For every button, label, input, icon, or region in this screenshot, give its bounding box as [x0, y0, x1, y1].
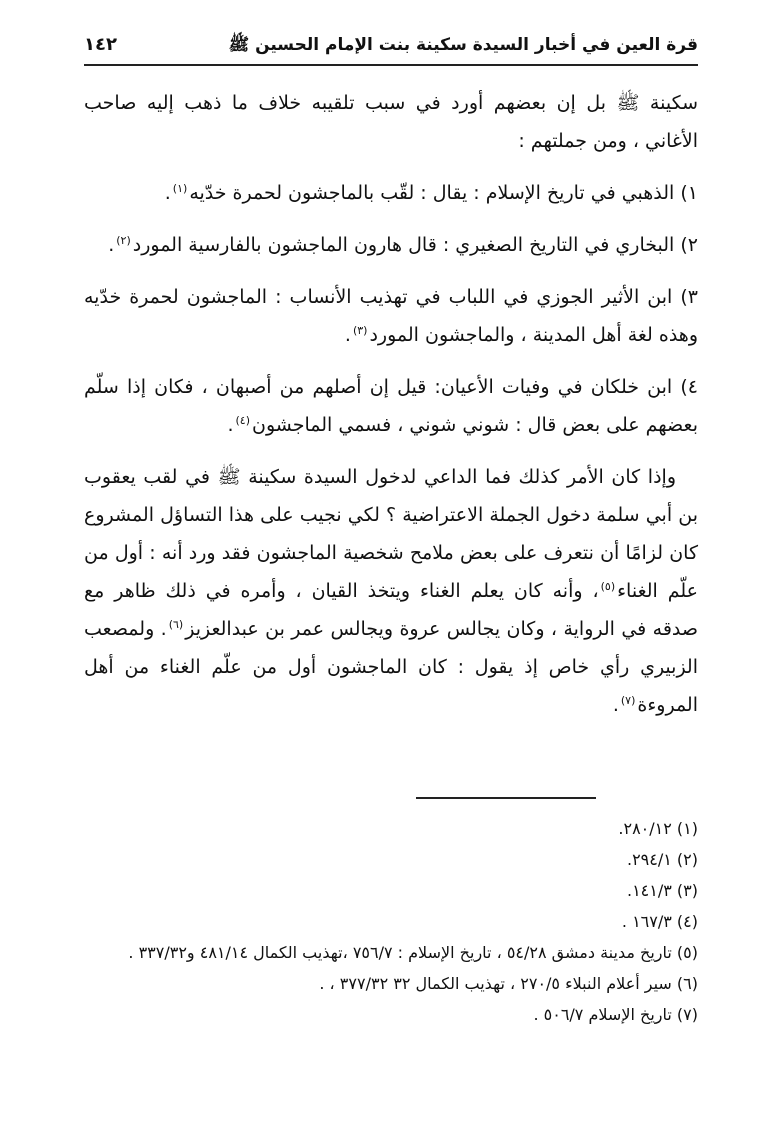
discussion-paragraph [84, 458, 698, 724]
footnote: (٦) سير أعلام النبلاء ٢٧٠/٥ ، تهذيب الكمال ٣٢ ٣٧٧/٣٢ ، . [319, 974, 698, 993]
list-item-4-end: . [227, 414, 234, 436]
footnote: (٤) ١٦٧/٣ . [621, 912, 698, 931]
intro-paragraph: سكينة ﷺ بل إن بعضهم أورد في سبب تلقيبه خلاف ما ذهب إليه صاحب الأغاني ، ومن جملتهم : [84, 92, 698, 152]
footnote-ref-7: (٧) [620, 693, 636, 707]
list-item-1-text: ١) الذهبي في تاريخ الإسلام : يقال : لقّب بالماجشون لحمرة خدّيه [189, 182, 698, 204]
footnote-ref-2: (٢) [116, 233, 131, 247]
list-item-2 [84, 226, 698, 264]
list-item-3-end: . [344, 324, 351, 346]
footnote-ref-6: (٦) [168, 617, 184, 631]
list-item-4 [84, 368, 698, 444]
list-item-1 [84, 174, 698, 212]
footnote-ref-3: (٣) [352, 323, 368, 337]
page-number: ١٤٢ [84, 34, 117, 55]
list-item-3 [84, 278, 698, 354]
footnote-ref-1: (١) [172, 181, 188, 195]
running-header [84, 30, 698, 66]
discussion-text-c: . ولمصعب الزبيري رأي خاص إذ يقول : كان الماجشون أول من علّم الغناء من أهل المروءة [84, 618, 698, 716]
list-item-2-end: . [108, 234, 115, 256]
list-item-1-end: . [164, 182, 171, 204]
footnote-ref-4: (٤) [235, 413, 251, 427]
footnote: (١) ٢٨٠/١٢. [618, 819, 698, 838]
footnote-ref-5: (٥) [600, 579, 616, 593]
main-text [84, 84, 698, 724]
discussion-end: . [612, 694, 619, 716]
footnote: (٥) تاريخ مدينة دمشق ٥٤/٢٨ ، تاريخ الإسلام : ٧٥٦/٧ ،تهذيب الكمال ٤٨١/١٤ و٣٣٧/٣٢ . [128, 943, 698, 962]
footnote: (٣) ١٤١/٣. [626, 881, 698, 900]
footnote: (٧) تاريخ الإسلام ٥٠٦/٧ . [533, 1005, 698, 1024]
header-title: قرة العين في أخبار السيدة سكينة بنت الإمام الحسين ﷺ [228, 35, 698, 55]
list-item-2-text: ٢) البخاري في التاريخ الصغيري : قال هارون الماجشون بالفارسية المورد [132, 234, 698, 256]
discussion-text-a: وإذا كان الأمر كذلك فما الداعي لدخول السيدة سكينة ﷺ في لقب يعقوب بن أبي سلمة دخول الجملة الاعتراضية ؟ لكي نجيب على هذا التساؤل المشروع كان لزامًا أن نتعرف على بعض ملامح شخصية الماجشون فقد ورد أنه : أول من علّم الغناء [84, 466, 698, 602]
list-item-4-text: ٤) ابن خلكان في وفيات الأعيان: قيل إن أصلهم من أصبهان ، فكان إذا سلّم بعضهم على بعض قال : شوني شوني ، فسمي الماجشون [84, 376, 698, 436]
footnotes [84, 813, 698, 1030]
footnote-separator [416, 797, 596, 799]
discussion-text-b: ، وأنه كان يعلم الغناء ويتخذ القيان ، وأمره في ذلك ظاهر مع صدقه في الرواية ، وكان يجالس عروة ويجالس عمر بن عبدالعزيز [84, 580, 699, 640]
list-item-3-text: ٣) ابن الأثير الجوزي في اللباب في تهذيب الأنساب : الماجشون لحمرة خدّيه وهذه لغة أهل المدينة ، والماجشون المورد [84, 286, 698, 346]
footnote: (٢) ٢٩٤/١. [626, 850, 698, 869]
